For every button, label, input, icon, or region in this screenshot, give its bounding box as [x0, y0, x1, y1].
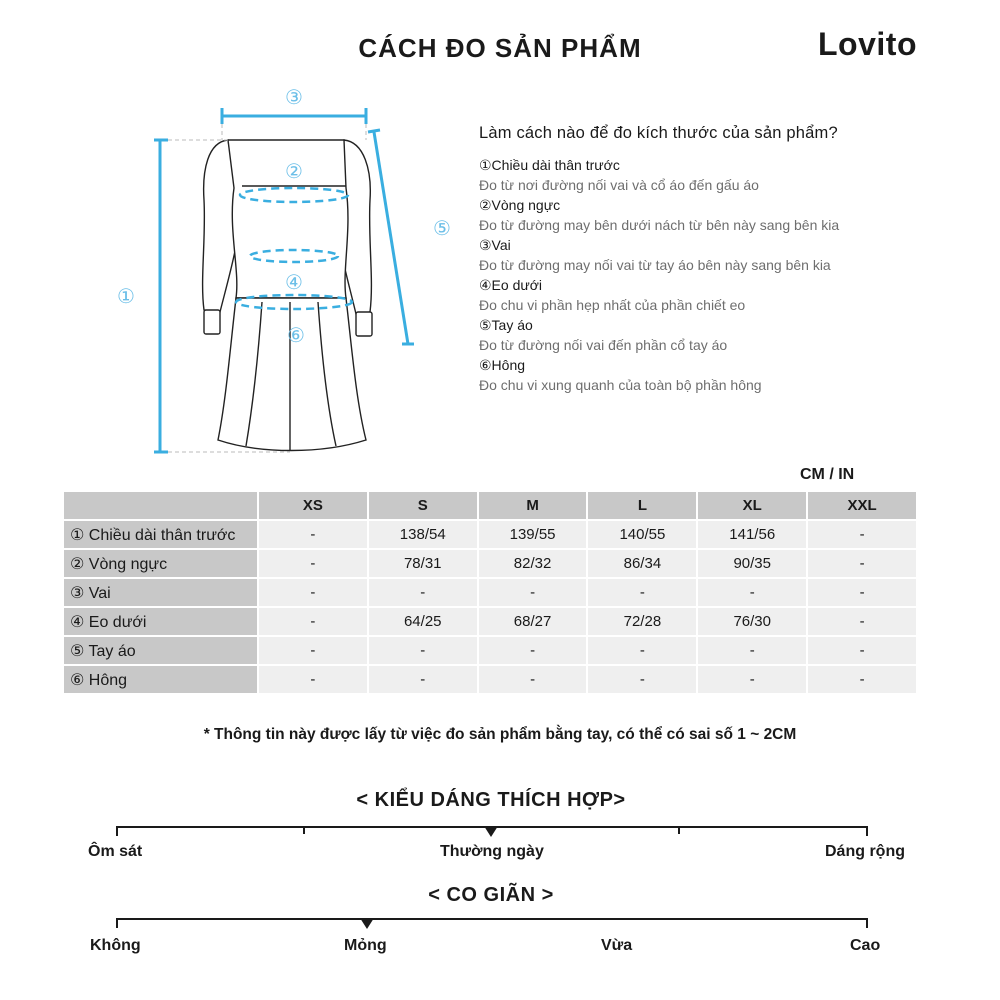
table-cell: - [698, 666, 806, 693]
fit-label-loose: Dáng rộng [825, 843, 905, 860]
marker-sleeve: ⑤ [433, 216, 451, 240]
guide-item [479, 355, 959, 395]
guide-item-title: ⑥Hông [479, 357, 526, 373]
table-cell: - [479, 637, 587, 664]
fit-label-regular: Thường ngày [440, 843, 544, 860]
guide-item [479, 195, 959, 235]
size-header: L [588, 492, 696, 519]
brand-logo: Lovito [818, 26, 917, 62]
table-cell: 138/54 [369, 521, 477, 548]
fit-marker-icon [484, 826, 498, 837]
size-table [62, 490, 918, 695]
guide-item [479, 275, 959, 315]
table-row [64, 637, 916, 664]
fit-tick [116, 826, 118, 836]
guide-item [479, 155, 959, 195]
guide-item [479, 235, 959, 275]
stretch-marker-icon [360, 918, 374, 929]
table-cell: - [698, 637, 806, 664]
guide-item-desc: Đo chu vi phần hẹp nhất của phần chiết eo [479, 297, 746, 313]
row-label: ③ Vai [64, 579, 257, 606]
table-cell: - [259, 521, 367, 548]
guide-item-desc: Đo từ đường nối vai đến phần cổ tay áo [479, 337, 728, 353]
guide-item-desc: Đo từ nơi đường nối vai và cổ áo đến gấu áo [479, 177, 759, 193]
table-row [64, 608, 916, 635]
guide-item-title: ③Vai [479, 237, 511, 253]
row-label: ⑥ Hông [64, 666, 257, 693]
dress-measurement-diagram [90, 80, 470, 470]
unit-label: CM / IN [800, 466, 855, 483]
table-cell: - [369, 666, 477, 693]
table-cell: - [808, 608, 916, 635]
table-cell: - [808, 637, 916, 664]
stretch-label-high: Cao [850, 937, 881, 954]
size-header: XXL [808, 492, 916, 519]
table-cell: 86/34 [588, 550, 696, 577]
stretch-tick [116, 918, 118, 928]
table-cell: 141/56 [698, 521, 806, 548]
table-cell: 90/35 [698, 550, 806, 577]
table-cell: - [698, 579, 806, 606]
marker-chest: ② [285, 159, 303, 183]
table-cell: - [808, 550, 916, 577]
table-cell: 78/31 [369, 550, 477, 577]
fit-label-tight: Ôm sát [88, 843, 143, 860]
stretch-scale-line [116, 918, 868, 920]
marker-hip: ⑥ [287, 323, 305, 347]
guide-item-title: ②Vòng ngực [479, 197, 561, 213]
table-cell: - [808, 666, 916, 693]
table-cell: - [588, 637, 696, 664]
table-cell: - [479, 666, 587, 693]
row-label: ⑤ Tay áo [64, 637, 257, 664]
table-cell: - [259, 550, 367, 577]
fit-tick [678, 826, 680, 834]
fit-tick [866, 826, 868, 836]
row-label: ④ Eo dưới [64, 608, 257, 635]
table-cell: 68/27 [479, 608, 587, 635]
marker-length: ① [117, 284, 135, 308]
guide-item [479, 315, 959, 355]
table-corner-cell [64, 492, 257, 519]
table-cell: - [259, 608, 367, 635]
size-header: S [369, 492, 477, 519]
guide-item-desc: Đo từ đường may nối vai từ tay áo bên này sang bên kia [479, 257, 831, 273]
size-header: M [479, 492, 587, 519]
table-cell: - [259, 579, 367, 606]
stretch-label-medium: Vừa [601, 937, 633, 954]
page-title: CÁCH ĐO SẢN PHẨM [358, 33, 642, 63]
guide-heading: Làm cách nào để đo kích thước của sản phẩm? [479, 124, 838, 142]
measurement-guide [479, 124, 959, 395]
guide-item-desc: Đo chu vi xung quanh của toàn bộ phần hông [479, 377, 762, 393]
row-label: ① Chiều dài thân trước [64, 521, 257, 548]
size-header: XS [259, 492, 367, 519]
table-row [64, 550, 916, 577]
stretch-label-none: Không [90, 937, 141, 954]
table-row [64, 579, 916, 606]
marker-shoulder: ③ [285, 85, 303, 109]
table-cell: 82/32 [479, 550, 587, 577]
table-cell: - [259, 666, 367, 693]
stretch-tick [866, 918, 868, 928]
table-cell: 76/30 [698, 608, 806, 635]
guide-item-title: ①Chiều dài thân trước [479, 157, 620, 173]
table-cell: - [369, 637, 477, 664]
table-cell: 140/55 [588, 521, 696, 548]
table-cell: 72/28 [588, 608, 696, 635]
fit-tick [303, 826, 305, 834]
table-cell: - [808, 521, 916, 548]
table-cell: - [808, 579, 916, 606]
table-cell: - [588, 666, 696, 693]
measurement-note: * Thông tin này được lấy từ việc đo sản phẩm bằng tay, có thể có sai số 1 ~ 2CM [203, 726, 797, 743]
table-cell: - [588, 579, 696, 606]
table-cell: - [369, 579, 477, 606]
table-row [64, 666, 916, 693]
row-label: ② Vòng ngực [64, 550, 257, 577]
stretch-title: < CO GIÃN > [428, 884, 554, 906]
marker-waist: ④ [285, 270, 303, 294]
table-cell: 139/55 [479, 521, 587, 548]
stretch-label-low: Mỏng [344, 937, 387, 954]
guide-item-title: ⑤Tay áo [479, 317, 533, 333]
fit-title: < KIỂU DÁNG THÍCH HỢP> [356, 789, 626, 811]
guide-item-title: ④Eo dưới [479, 277, 543, 293]
guide-item-desc: Đo từ đường may bên dưới nách từ bên này sang bên kia [479, 217, 840, 233]
size-header: XL [698, 492, 806, 519]
table-header-row [64, 492, 916, 519]
table-cell: - [479, 579, 587, 606]
table-cell: 64/25 [369, 608, 477, 635]
table-row [64, 521, 916, 548]
table-cell: - [259, 637, 367, 664]
